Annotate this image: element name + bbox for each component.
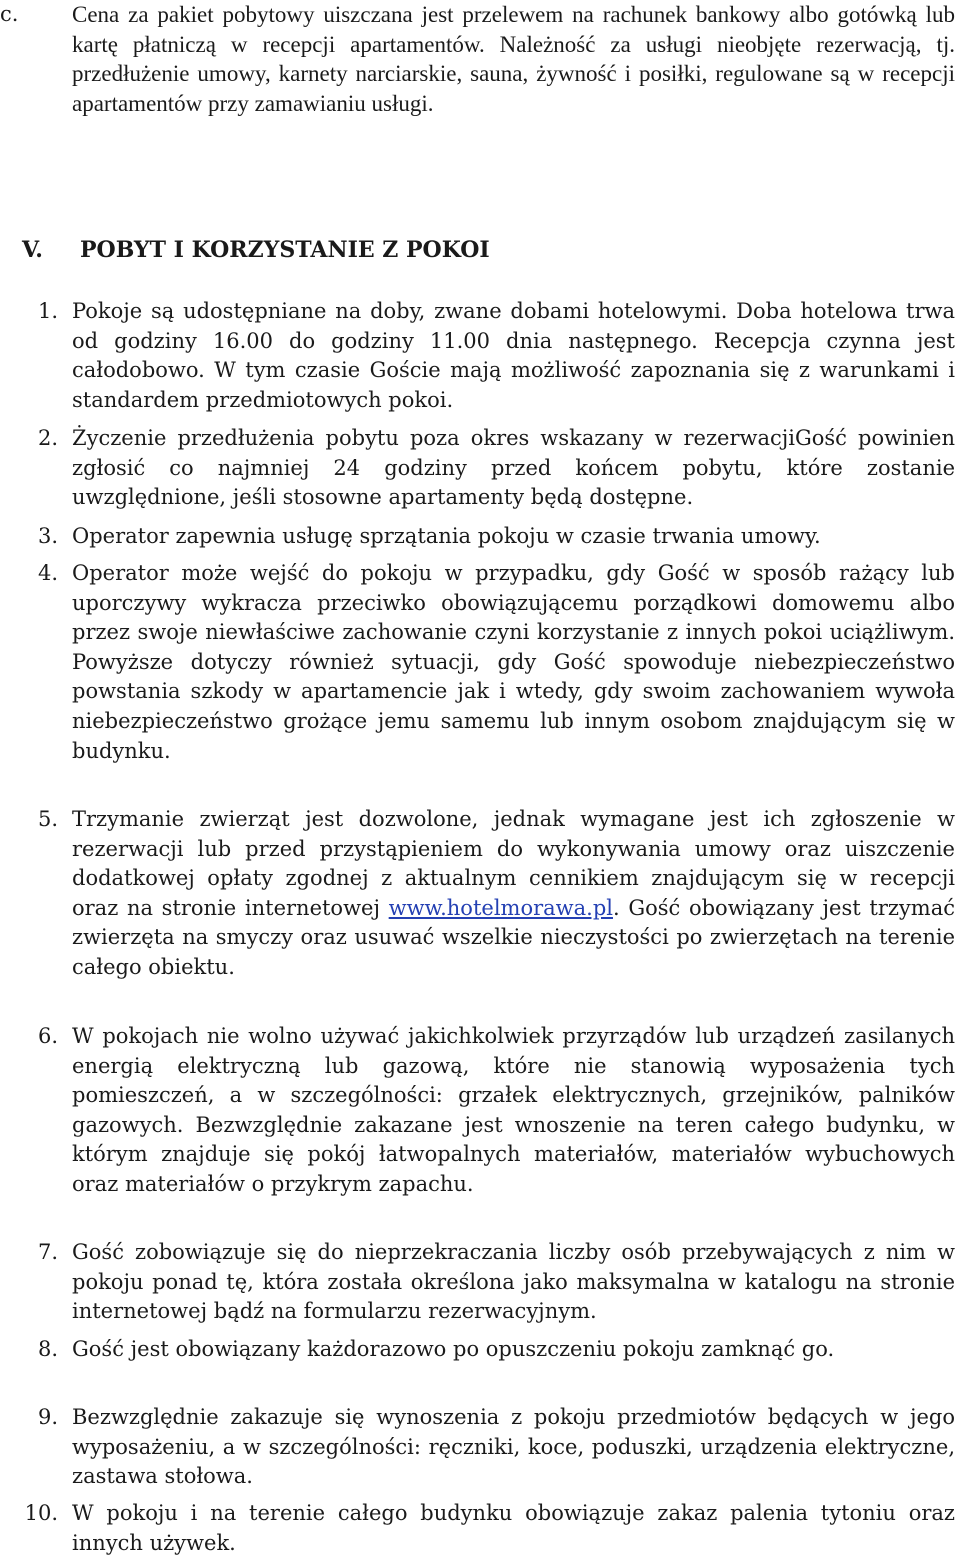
item-number: 2. — [37, 426, 58, 450]
item-text: Operator zapewnia usługę sprzątania pokoju w czasie trwania umowy. — [72, 524, 821, 548]
item-text: W pokojach nie wolno używać jakichkolwiek przyrządów lub urządzeń zasilanych energią elektryczną lub gazową, które nie stanowią wyposażenia tych pomieszczeń, a w szczególności: grzałek elektrycznych, grzejników, palników gazowych. Bezwzględnie zakazane jest wnoszenie na teren całego budynku, w którym znajduje się pokój łatwopalnych materiałów, materiałów wybuchowych oraz materiałów o przykrym zapachu. — [72, 1024, 955, 1196]
item-text: Pokoje są udostępniane na doby, zwane dobami hotelowymi. Doba hotelowa trwa od godziny 16.00 do godziny 11.00 dnia następnego. Recepcja czynna jest całodobowo. W tym czasie Goście mają możliwość zapoznania się z warunkami i standardem przedmiotowych pokoi. — [72, 299, 955, 412]
item-number: 7. — [37, 1240, 58, 1264]
item-text — [72, 805, 955, 983]
intro-marker: c. — [0, 2, 19, 26]
item-text: Gość jest obowiązany każdorazowo po opuszczeniu pokoju zamknąć go. — [72, 1337, 835, 1361]
item-number: 9. — [37, 1405, 58, 1429]
section-number: V. — [22, 237, 43, 263]
intro-text: Cena za pakiet pobytowy uiszczana jest przelewem na rachunek bankowy albo gotówką lub kartę płatniczą w recepcji apartamentów. Należność za usługi nieobjęte rezerwacją, tj. przedłużenie umowy, karnety narciarskie, sauna, żywność i posiłki, regulowane są w recepcji apartamentów przy zamawianiu usługi. — [72, 2, 955, 116]
item-text: Bezwzględnie zakazuje się wynoszenia z pokoju przedmiotów będących w jego wyposażeniu, a w szczególności: ręczniki, koce, poduszki, urządzenia elektryczne, zastawa stołowa. — [72, 1405, 955, 1489]
item-number: 8. — [37, 1337, 58, 1361]
item-number: 6. — [37, 1024, 58, 1048]
hotel-website-link[interactable]: www.hotelmorawa.pl — [388, 895, 613, 920]
item-number: 3. — [37, 524, 58, 548]
item-number: 4. — [37, 561, 58, 585]
item-number: 5. — [37, 807, 58, 831]
item-text: Gość zobowiązuje się do nieprzekraczania liczby osób przebywających z nim w pokoju ponad tę, która została określona jako maksymalna w katalogu na stronie internetowej bądź na formularzu rezerwacyjnym. — [72, 1240, 955, 1324]
item-number: 1. — [37, 299, 58, 323]
item-number: 10. — [24, 1501, 58, 1525]
item-text: W pokoju i na terenie całego budynku obowiązuje zakaz palenia tytoniu oraz innych używek. — [72, 1501, 955, 1555]
item-text: Życzenie przedłużenia pobytu poza okres wskazany w rezerwacjiGość powinien zgłosić co najmniej 24 godziny przed końcem pobytu, które zostanie uwzględnione, jeśli stosowne apartamenty będą dostępne. — [72, 426, 955, 510]
item-text-before-link: Trzymanie zwierząt jest dozwolone, jednak wymagane jest ich zgłoszenie w rezerwacji lub przed przystąpieniem do wykonywania umowy oraz uiszczenie dodatkowej opłaty zgodnej z aktualnym cennikiem znajdującym się w recepcji oraz na stronie internetowej — [72, 807, 955, 920]
section-title: POBYT I KORZYSTANIE Z POKOI — [80, 237, 490, 263]
item-text: Operator może wejść do pokoju w przypadku, gdy Gość w sposób rażący lub uporczywy wykracza przeciwko obowiązującemu porządkowi domowemu albo przez swoje niewłaściwe zachowanie czyni korzystanie z innych pokoi uciążliwym. Powyższe dotyczy również sytuacji, gdy Gość spowoduje niebezpieczeństwo powstania szkody w apartamencie jak i wtedy, gdy swoim zachowaniem wywoła niebezpieczeństwo grożące jemu samemu lub innym osobom znajdującym się w budynku. — [72, 561, 955, 763]
item-text-after-link: . Gość obowiązany jest trzymać zwierzęta na smyczy oraz usuwać wszelkie nieczystości po zwierzętach na terenie całego obiektu. — [72, 895, 955, 979]
